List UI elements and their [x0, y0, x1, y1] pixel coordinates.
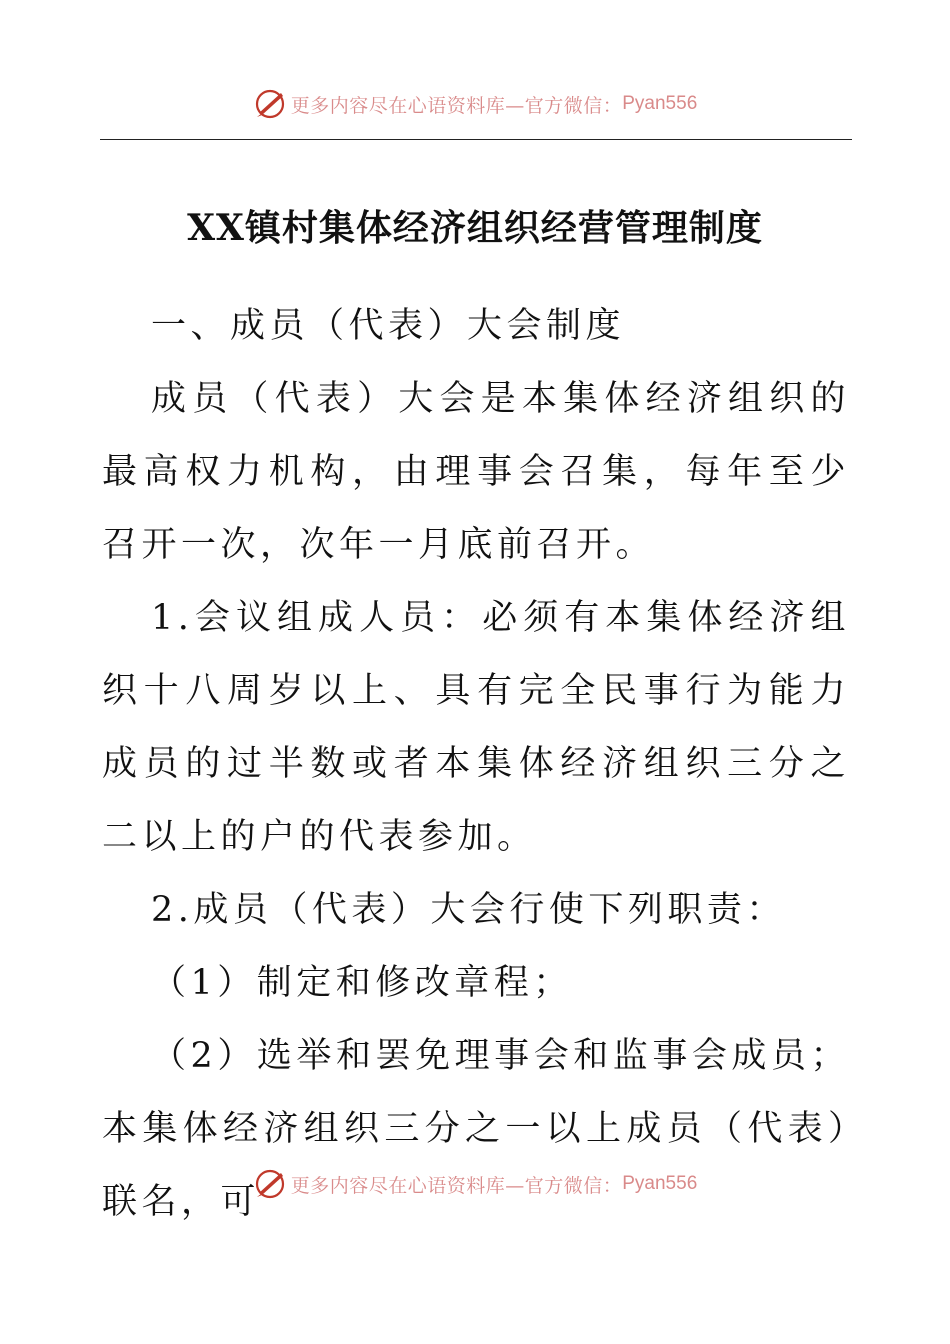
list-item: （1）制定和修改章程；	[151, 963, 573, 1003]
section-heading: 一、成员（代表）大会制度	[151, 306, 626, 346]
list-item: （2）选举和罢免理事会和监事会成员；本集体经济组织三分之一以上成员（代表）联名，可	[102, 1036, 850, 1222]
pen-logo-icon	[253, 1167, 287, 1201]
paragraph: 1.会议组成人员：必须有本集体经济组织十八周岁以上、具有完全民事行为能力成员的过半数或者本集体经济组织三分之二以上的户的代表参加。	[102, 598, 850, 857]
header-rule	[100, 139, 852, 140]
header-banner	[0, 84, 950, 124]
paragraph: 2.成员（代表）大会行使下列职责：	[151, 890, 786, 930]
paragraph: 成员（代表）大会是本集体经济组织的最高权力机构，由理事会召集，每年至少召开一次，次年一月底前召开。	[102, 379, 850, 565]
document-body	[102, 290, 850, 1239]
footer-banner	[0, 1164, 950, 1204]
pen-logo-icon	[253, 87, 287, 121]
header-wechat-id: Pyan556	[622, 93, 698, 114]
footer-wechat-id: Pyan556	[622, 1173, 698, 1194]
footer-banner-text: 更多内容尽在心语资料库—官方微信：	[290, 1174, 623, 1197]
header-banner-text: 更多内容尽在心语资料库—官方微信：	[290, 94, 623, 117]
document-title: XX镇村集体经济组织经营管理制度	[187, 207, 763, 249]
